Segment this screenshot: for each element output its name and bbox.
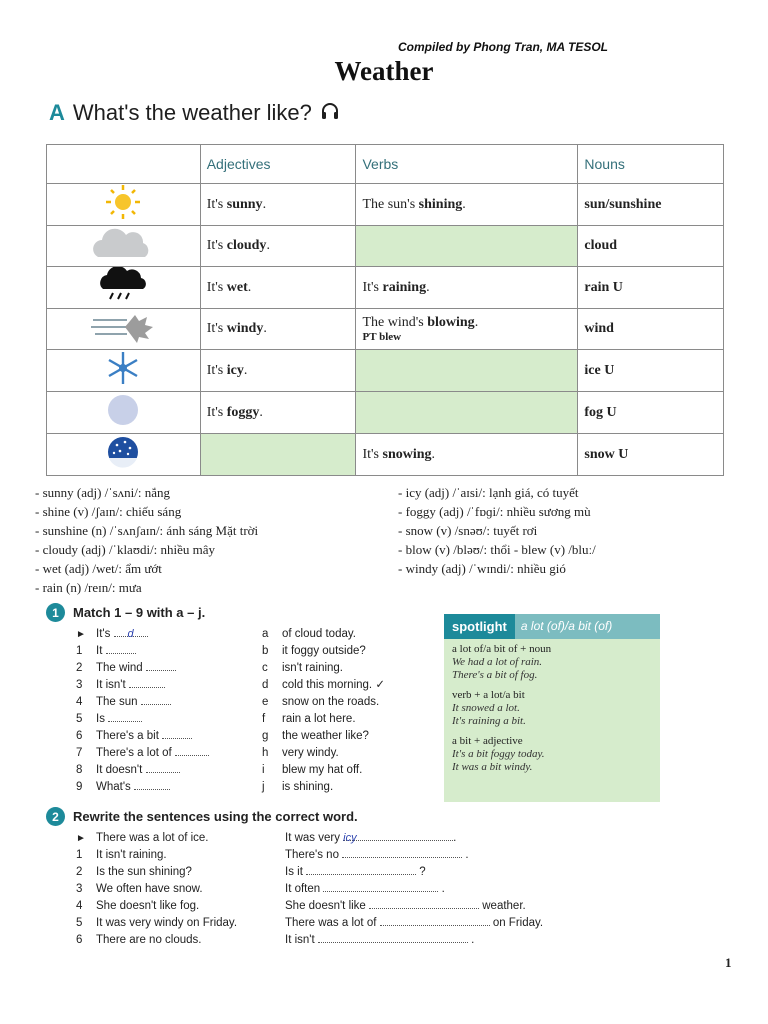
match-left-item: 2 The wind (76, 660, 176, 677)
table-row (47, 392, 724, 434)
match-left-item: 3 It isn't (76, 677, 165, 694)
vocab-note: - icy (adj) /ˈaɪsi/: lạnh giá, có tuyết (398, 485, 579, 500)
spotlight-example: There's a bit of fog. (452, 669, 538, 681)
adjective-cell: It's cloudy. (200, 226, 356, 267)
verb-cell: It's snowing. (356, 434, 578, 476)
section-title: What's the weather like? (72, 100, 312, 125)
header-nouns: Nouns (578, 145, 724, 184)
answer-blank[interactable] (141, 694, 171, 705)
rewrite-target: There's no . (285, 849, 469, 861)
handwritten-answer: d (127, 628, 134, 640)
verb-cell: The wind's blowing. PT blew (356, 309, 578, 350)
match-left-item: 5 Is (76, 711, 142, 728)
page-number: 1 (725, 955, 732, 970)
vocab-notes-left (35, 483, 258, 597)
vocab-note: - windy (adj) /ˈwɪndi/: nhiều gió (398, 561, 566, 576)
page-title: Weather (334, 56, 434, 86)
rewrite-target: It isn't . (285, 934, 475, 946)
match-right-item: d cold this morning. ✓ (262, 679, 385, 691)
rewrite-target: It often . (285, 883, 445, 895)
rain-icon (47, 267, 201, 309)
noun-cell: fog U (578, 392, 724, 434)
match-right-item: h very windy. (262, 747, 339, 759)
rewrite-source: 2 Is the sun shining? (76, 866, 192, 878)
exercise-2-heading (46, 807, 358, 826)
answer-blank[interactable] (323, 881, 438, 892)
header-adjectives: Adjectives (200, 145, 356, 184)
match-right-item: g the weather like? (262, 730, 369, 742)
spotlight-example: It's a bit foggy today. (452, 748, 545, 760)
spotlight-rule: a lot of/a bit of + noun (452, 643, 552, 655)
noun-cell: ice U (578, 350, 724, 392)
spotlight-body (444, 639, 660, 778)
vocab-note: - wet (adj) /wet/: ẩm ướt (35, 561, 162, 576)
exercise-number-badge: 2 (46, 807, 65, 826)
verb-cell-empty (356, 226, 578, 267)
section-a-heading (49, 100, 340, 126)
snow-icon (47, 434, 201, 476)
adjective-cell: It's windy. (200, 309, 356, 350)
spotlight-box (444, 614, 660, 802)
handwritten-answer: icy (343, 832, 357, 844)
vocab-notes-right (398, 483, 596, 578)
rewrite-target: There was a lot of on Friday. (285, 917, 544, 929)
noun-cell: cloud (578, 226, 724, 267)
answer-blank[interactable] (146, 762, 180, 773)
verb-cell: The sun's shining. (356, 184, 578, 226)
sun-icon (47, 184, 201, 226)
verb-cell: It's raining. (356, 267, 578, 309)
match-left-item: 9 What's (76, 779, 170, 796)
table-row (47, 434, 724, 476)
spotlight-header (444, 614, 660, 639)
rewrite-source: 6 There are no clouds. (76, 934, 202, 946)
wind-icon (47, 309, 201, 350)
spotlight-label: spotlight (444, 614, 515, 639)
spotlight-example: It was a bit windy. (452, 761, 533, 773)
rewrite-source: 5 It was very windy on Friday. (76, 917, 238, 929)
spotlight-example: We had a lot of rain. (452, 656, 543, 668)
answer-blank[interactable] (108, 711, 142, 722)
headphones-icon (320, 100, 340, 126)
match-left-item: 6 There's a bit (76, 728, 192, 745)
vocab-note: - foggy (adj) /ˈfɒɡi/: nhiều sương mù (398, 504, 591, 519)
answer-blank[interactable] (106, 643, 136, 654)
snowflake-icon (47, 350, 201, 392)
noun-cell: rain U (578, 267, 724, 309)
adjective-cell: It's sunny. (200, 184, 356, 226)
spotlight-rule: a bit + adjective (452, 735, 523, 747)
adjective-cell: It's icy. (200, 350, 356, 392)
spotlight-example: It snowed a lot. (452, 702, 520, 714)
cloud-icon (47, 226, 201, 267)
vocab-note: - sunny (adj) /ˈsʌni/: nắng (35, 485, 171, 500)
header-verbs: Verbs (356, 145, 578, 184)
section-letter: A (49, 100, 65, 125)
rewrite-source: ► There was a lot of ice. (76, 832, 209, 844)
match-right-item: b it foggy outside? (262, 645, 366, 657)
vocab-note: - blow (v) /bləʊ/: thổi - blew (v) /bluː/ (398, 542, 596, 557)
answer-blank[interactable] (129, 677, 165, 688)
vocab-note: - cloudy (adj) /ˈklaʊdi/: nhiều mây (35, 542, 216, 557)
answer-blank[interactable] (369, 898, 479, 909)
vocab-note: - snow (v) /snəʊ/: tuyết rơi (398, 523, 538, 538)
match-left-item: 1 It (76, 643, 136, 660)
noun-cell: snow U (578, 434, 724, 476)
answer-blank[interactable] (134, 779, 170, 790)
table-row (47, 226, 724, 267)
verb-cell-empty (356, 350, 578, 392)
vocab-note: - shine (v) /ʃaɪn/: chiếu sáng (35, 504, 182, 519)
table-row (47, 350, 724, 392)
rewrite-target: She doesn't like weather. (285, 900, 526, 912)
match-right-item: f rain a lot here. (262, 713, 356, 725)
weather-vocabulary-table (46, 144, 724, 476)
compiled-by: Compiled by Phong Tran, MA TESOL (398, 40, 609, 54)
answer-blank[interactable] (162, 728, 192, 739)
verb-cell-empty (356, 392, 578, 434)
vocab-note: - rain (n) /reɪn/: mưa (35, 580, 142, 595)
rewrite-source: 3 We often have snow. (76, 883, 203, 895)
match-left-item: ► It's d (76, 626, 148, 643)
exercise-title: Rewrite the sentences using the correct word. (73, 809, 358, 824)
rewrite-source: 1 It isn't raining. (76, 849, 167, 861)
match-left-item: 8 It doesn't (76, 762, 180, 779)
noun-cell: wind (578, 309, 724, 350)
adjective-cell-empty (200, 434, 356, 476)
answer-blank[interactable] (380, 915, 490, 926)
answer-blank[interactable] (342, 847, 462, 858)
answer-blank[interactable] (318, 932, 468, 943)
adjective-cell: It's foggy. (200, 392, 356, 434)
vocab-note: - sunshine (n) /ˈsʌnʃaɪn/: ánh sáng Mặt trời (35, 523, 259, 538)
table-row (47, 184, 724, 226)
answer-blank[interactable] (146, 660, 176, 671)
match-right-item: j is shining. (262, 781, 334, 793)
table-header-row (47, 145, 724, 184)
past-tense-note: PT blew (362, 331, 402, 343)
exercise-title: Match 1 – 9 with a – j. (73, 605, 206, 620)
match-left-item: 4 The sun (76, 694, 171, 711)
table-row (47, 309, 724, 350)
match-right-item: a of cloud today. (262, 628, 356, 640)
rewrite-target: It was very icy . (285, 832, 457, 844)
rewrite-target: Is it ? (285, 866, 426, 878)
spotlight-rule: verb + a lot/a bit (452, 689, 525, 701)
table-row (47, 267, 724, 309)
spotlight-title: a lot (of)/a bit (of) (515, 614, 660, 639)
match-right-item: i blew my hat off. (262, 764, 363, 776)
exercise-1-heading (46, 603, 205, 622)
adjective-cell: It's wet. (200, 267, 356, 309)
exercise-number-badge: 1 (46, 603, 65, 622)
answer-blank[interactable] (175, 745, 209, 756)
answer-blank[interactable] (306, 864, 416, 875)
noun-cell: sun/sunshine (578, 184, 724, 226)
match-right-item: e snow on the roads. (262, 696, 380, 708)
match-left-item: 7 There's a lot of (76, 745, 209, 762)
fog-icon (47, 392, 201, 434)
rewrite-source: 4 She doesn't like fog. (76, 900, 200, 912)
spotlight-example: It's raining a bit. (452, 715, 526, 727)
match-right-item: c isn't raining. (262, 662, 344, 674)
